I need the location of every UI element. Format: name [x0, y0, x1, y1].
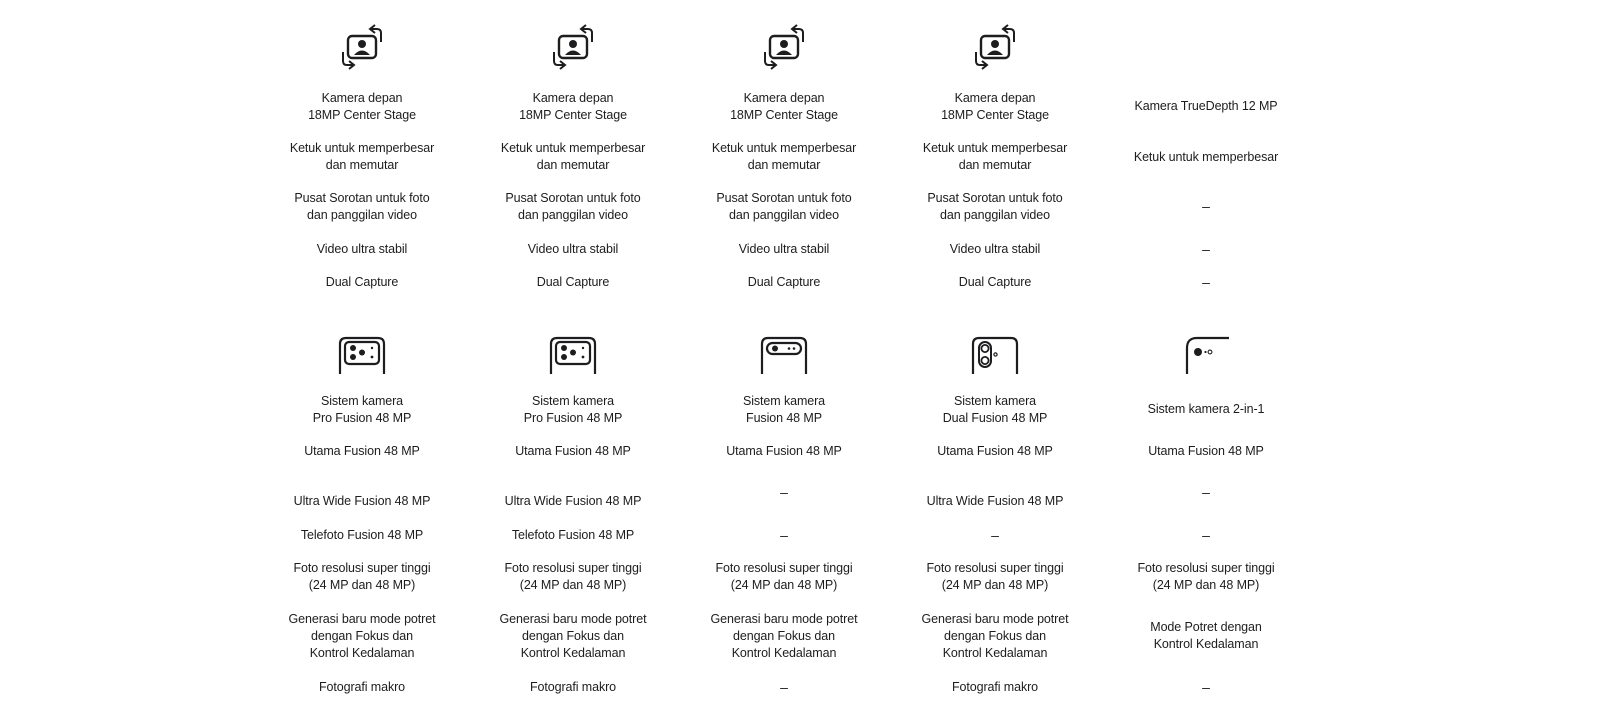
- front-camera-title: Kamera depan 18MP Center Stage: [519, 91, 627, 122]
- rear-telephoto: –: [991, 527, 999, 543]
- front-video: Video ultra stabil: [527, 242, 619, 256]
- comparison-column: [895, 0, 1095, 727]
- rear-camera-title: Sistem kamera Pro Fusion 48 MP: [523, 394, 623, 425]
- rear-macro: –: [780, 679, 788, 695]
- front-spotlight: Pusat Sorotan untuk foto dan panggilan video: [294, 191, 430, 222]
- rear-ultra-wide: Ultra Wide Fusion 48 MP: [504, 494, 642, 508]
- rear-portrait: Generasi baru mode potret dengan Fokus dan Kontrol Kedalaman: [921, 612, 1069, 660]
- front-camera-title: Kamera depan 18MP Center Stage: [308, 91, 416, 122]
- front-camera-rotate-icon: [544, 20, 602, 74]
- front-dual-capture: Dual Capture: [747, 275, 821, 289]
- front-video: Video ultra stabil: [738, 242, 830, 256]
- front-zoom: Ketuk untuk memperbesar dan memutar: [711, 141, 857, 172]
- front-dual-capture: Dual Capture: [536, 275, 610, 289]
- comparison-column: [473, 0, 673, 727]
- front-zoom: Ketuk untuk memperbesar: [1133, 150, 1279, 164]
- rear-camera-title: Sistem kamera Pro Fusion 48 MP: [312, 394, 412, 425]
- rear-portrait: Mode Potret dengan Kontrol Kedalaman: [1150, 620, 1262, 651]
- rear-high-res: Foto resolusi super tinggi (24 MP dan 48 MP): [715, 561, 853, 592]
- front-spotlight: Pusat Sorotan untuk foto dan panggilan video: [505, 191, 641, 222]
- front-dual-capture: –: [1202, 274, 1210, 290]
- rear-high-res: Foto resolusi super tinggi (24 MP dan 48 MP): [926, 561, 1064, 592]
- front-camera-rotate-icon: [755, 20, 813, 74]
- front-camera-title: Kamera depan 18MP Center Stage: [941, 91, 1049, 122]
- rear-main: Utama Fusion 48 MP: [726, 444, 842, 458]
- comparison-column: [262, 0, 462, 727]
- front-zoom: Ketuk untuk memperbesar dan memutar: [500, 141, 646, 172]
- rear-macro: Fotografi makro: [951, 680, 1039, 694]
- front-spotlight: –: [1202, 198, 1210, 214]
- front-video: Video ultra stabil: [949, 242, 1041, 256]
- rear-main: Utama Fusion 48 MP: [304, 444, 420, 458]
- rear-main: Utama Fusion 48 MP: [1148, 444, 1264, 458]
- rear-camera-title: Sistem kamera 2-in-1: [1147, 402, 1265, 416]
- rear-telephoto: Telefoto Fusion 48 MP: [300, 528, 424, 542]
- single-camera-bar-icon: [755, 334, 813, 378]
- front-dual-capture: Dual Capture: [325, 275, 399, 289]
- front-video: Video ultra stabil: [316, 242, 408, 256]
- rear-high-res: Foto resolusi super tinggi (24 MP dan 48 MP): [293, 561, 431, 592]
- rear-main: Utama Fusion 48 MP: [515, 444, 631, 458]
- triple-camera-module-icon: [544, 334, 602, 378]
- rear-portrait: Generasi baru mode potret dengan Fokus dan Kontrol Kedalaman: [288, 612, 436, 660]
- rear-macro: Fotografi makro: [318, 680, 406, 694]
- front-camera-title: Kamera TrueDepth 12 MP: [1134, 99, 1278, 113]
- rear-macro: –: [1202, 679, 1210, 695]
- front-camera-rotate-icon: [333, 20, 391, 74]
- front-spotlight: Pusat Sorotan untuk foto dan panggilan video: [927, 191, 1063, 222]
- front-video: –: [1202, 241, 1210, 257]
- comparison-column: [1106, 0, 1306, 727]
- front-zoom: Ketuk untuk memperbesar dan memutar: [922, 141, 1068, 172]
- front-dual-capture: Dual Capture: [958, 275, 1032, 289]
- rear-portrait: Generasi baru mode potret dengan Fokus dan Kontrol Kedalaman: [499, 612, 647, 660]
- rear-portrait: Generasi baru mode potret dengan Fokus dan Kontrol Kedalaman: [710, 612, 858, 660]
- front-camera-title: Kamera depan 18MP Center Stage: [730, 91, 838, 122]
- rear-telephoto: Telefoto Fusion 48 MP: [511, 528, 635, 542]
- rear-ultra-wide: Ultra Wide Fusion 48 MP: [293, 494, 431, 508]
- rear-high-res: Foto resolusi super tinggi (24 MP dan 48 MP): [504, 561, 642, 592]
- front-camera-rotate-icon: [966, 20, 1024, 74]
- rear-main: Utama Fusion 48 MP: [937, 444, 1053, 458]
- front-spotlight: Pusat Sorotan untuk foto dan panggilan video: [716, 191, 852, 222]
- rear-macro: Fotografi makro: [529, 680, 617, 694]
- rear-ultra-wide: Ultra Wide Fusion 48 MP: [926, 494, 1064, 508]
- rear-telephoto: –: [780, 527, 788, 543]
- comparison-column: [684, 0, 884, 727]
- triple-camera-module-icon: [333, 334, 391, 378]
- rear-camera-title: Sistem kamera Fusion 48 MP: [742, 394, 826, 425]
- front-zoom: Ketuk untuk memperbesar dan memutar: [289, 141, 435, 172]
- rear-ultra-wide: –: [780, 484, 788, 500]
- single-camera-corner-icon: [1177, 334, 1235, 378]
- rear-telephoto: –: [1202, 527, 1210, 543]
- dual-camera-vertical-icon: [966, 334, 1024, 378]
- rear-high-res: Foto resolusi super tinggi (24 MP dan 48 MP): [1137, 561, 1275, 592]
- rear-ultra-wide: –: [1202, 484, 1210, 500]
- rear-camera-title: Sistem kamera Dual Fusion 48 MP: [942, 394, 1048, 425]
